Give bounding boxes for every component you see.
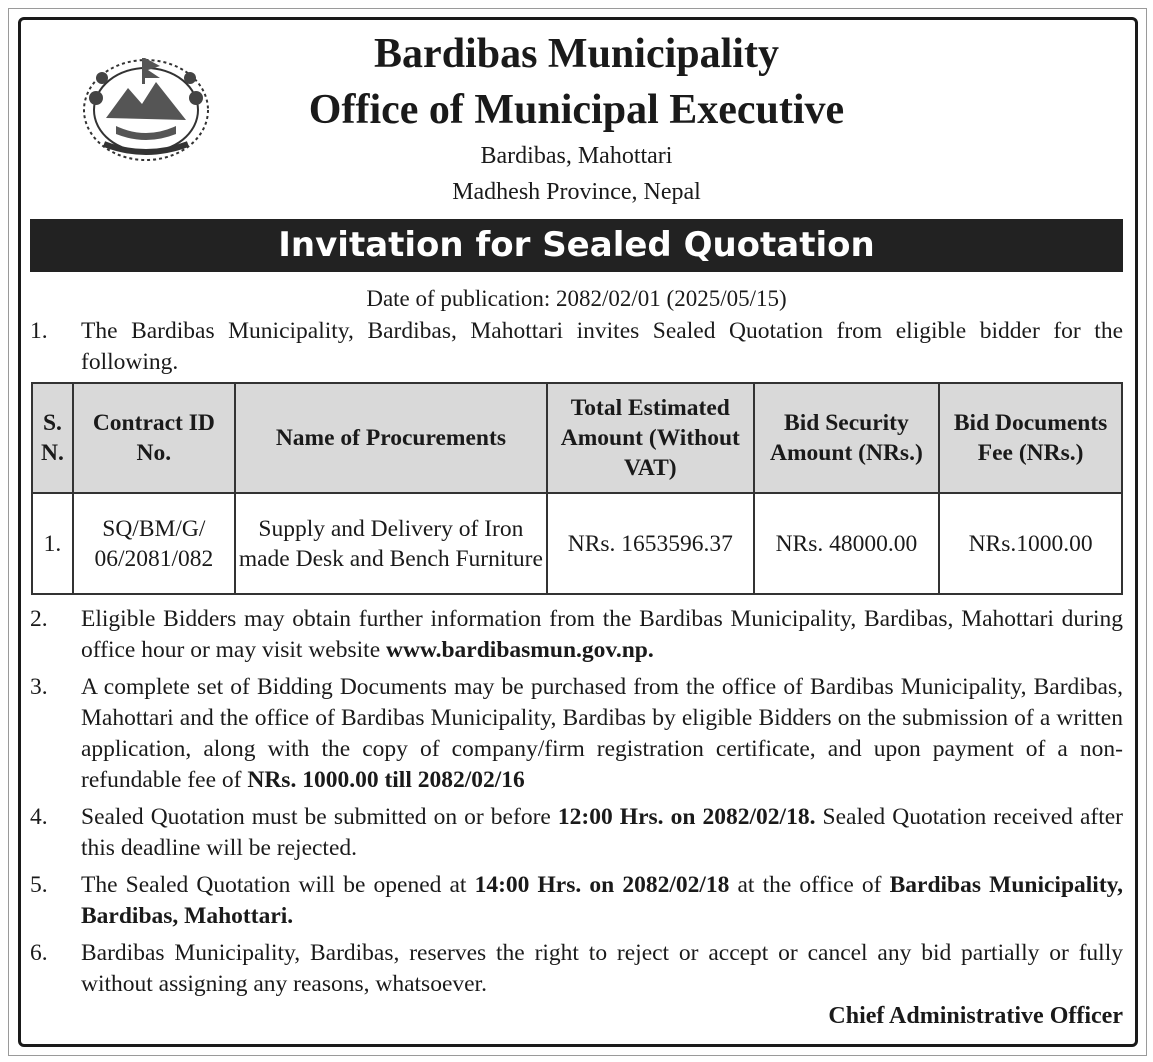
list-item — [30, 604, 1123, 666]
list-item — [30, 870, 1123, 932]
item-text-bold: 12:00 Hrs. on 2082/02/18. — [557, 804, 816, 830]
item-text — [81, 802, 1123, 864]
item-number: 4. — [30, 804, 48, 830]
table-cell: NRs. 48000.00 — [754, 493, 940, 594]
item-text: Bardibas Municipality, Bardibas, reserves the right to reject or accept or cancel any bid partially or fully without assigning any reasons, whatsoever. — [81, 940, 1123, 997]
table-cell: SQ/BM/G/ 06/2081/082 — [73, 493, 235, 594]
address-line-1: Bardibas, Mahottari — [480, 143, 673, 169]
item-text-part: A complete set of Bidding Documents may be purchased from the office of Bardibas Municipality, Bardibas, Mahottari and the office of Bardibas Municipality, Bardibas by eligible Bidders on the submission of a written application, along with the copy of company/firm registration certificate, and upon payment of a non-refundable fee of — [81, 674, 1123, 793]
item-text — [81, 604, 1123, 666]
notice-banner: Invitation for Sealed Quotation — [30, 219, 1123, 272]
website-link[interactable]: www.bardibasmun.gov.np. — [386, 637, 654, 663]
list-item — [30, 672, 1123, 796]
column-header: Name of Procurements — [235, 383, 547, 493]
publication-date: Date of publication: 2082/02/01 (2025/05/15) — [366, 286, 787, 311]
item-text-part: Eligible Bidders may obtain further information from the Bardibas Municipality, Bardibas, Mahottari during office hour or may visit website — [81, 606, 1123, 663]
item-text-bold: 14:00 Hrs. on 2082/02/18 — [474, 872, 730, 898]
item-text-bold: NRs. 1000.00 till 2082/02/16 — [247, 767, 525, 793]
table-cell: NRs. 1653596.37 — [547, 493, 754, 594]
list-item — [30, 316, 1123, 378]
table-cell: 1. — [32, 493, 73, 594]
item-text-part: at the office of — [729, 872, 890, 898]
item-text — [81, 870, 1123, 932]
item-text — [81, 672, 1123, 796]
item-number: 3. — [30, 674, 48, 700]
signature-title: Chief Administrative Officer — [828, 1003, 1123, 1029]
item-text-part: Sealed Quotation must be submitted on or before — [81, 804, 558, 830]
item-number: 1. — [30, 318, 48, 344]
item-number: 2. — [30, 606, 48, 632]
item-number: 6. — [30, 940, 48, 966]
column-header: S. N. — [32, 383, 73, 493]
column-header: Contract ID No. — [73, 383, 235, 493]
item-text-bold: Bardibas Municipality, Bardibas, Mahottari. — [81, 872, 1123, 929]
procurement-table — [31, 382, 1123, 595]
list-item — [30, 938, 1123, 1000]
list-item — [30, 802, 1123, 864]
municipality-title: Bardibas Municipality — [374, 31, 779, 77]
column-header: Bid Security Amount (NRs.) — [754, 383, 940, 493]
item-text-part: The Sealed Quotation will be opened at — [81, 872, 475, 898]
item-text: The Bardibas Municipality, Bardibas, Mahottari invites Sealed Quotation from eligible bidder for the following. — [81, 318, 1123, 375]
table-cell: NRs.1000.00 — [939, 493, 1122, 594]
table-cell: Supply and Delivery of Iron made Desk and Bench Furniture — [235, 493, 547, 594]
item-number: 5. — [30, 872, 48, 898]
column-header: Total Estimated Amount (Without VAT) — [547, 383, 754, 493]
table-row — [32, 493, 1122, 594]
item-text-part: Sealed Quotation received after this deadline will be rejected. — [81, 804, 1124, 861]
table-header-row — [32, 383, 1122, 493]
address-line-2: Madhesh Province, Nepal — [452, 179, 701, 205]
column-header: Bid Documents Fee (NRs.) — [939, 383, 1122, 493]
office-title: Office of Municipal Executive — [308, 87, 845, 133]
